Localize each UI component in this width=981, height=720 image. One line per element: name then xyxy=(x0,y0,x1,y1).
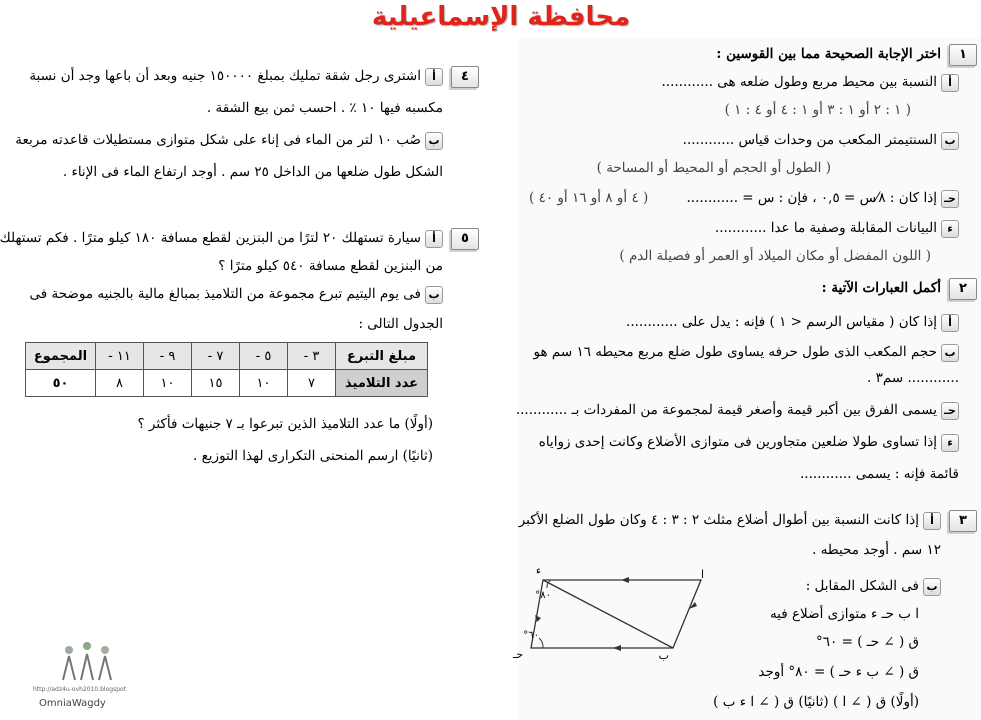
q5-b-text: فى يوم اليتيم تبرع مجموعة من التلاميذ بمبالغ مالية بالجنيه موضحة فى xyxy=(29,286,421,302)
table-row-label: عدد التلاميذ xyxy=(336,370,428,397)
q5-question-1: (أولًا) ما عدد التلاميذ الذين تبرعوا بـ ٧ جنيهات فأكثر ؟ xyxy=(137,416,433,432)
table-row xyxy=(26,343,428,370)
q5-b xyxy=(29,284,443,304)
q2-a xyxy=(626,312,959,332)
q4-b xyxy=(15,130,443,150)
q1-heading: اختر الإجابة الصحيحة مما بين القوسين : xyxy=(716,46,941,62)
q4-a xyxy=(29,66,443,86)
question-number: ٤ xyxy=(451,66,479,88)
q1-b-options: ( الطول أو الحجم أو المحيط أو المساحة ) xyxy=(596,160,831,176)
q1-b-text: السنتيمتر المكعب من وحدات قياس ............ xyxy=(682,132,937,148)
q2-c xyxy=(516,400,959,420)
figures-logo-icon xyxy=(57,640,117,684)
table-row-label: مبلغ التبرع xyxy=(336,343,428,370)
vertex-d-label: ء xyxy=(535,564,541,577)
left-column xyxy=(0,38,483,478)
q3-b xyxy=(806,576,941,596)
q2-b-text: حجم المكعب الذى طول حرفه يساوى طول ضلع مربع محيطه ١٦ سم هو xyxy=(533,344,937,360)
q2-c-text: يسمى الفرق بين أكبر قيمة وأصغر قيمة لمجموعة من المفردات بـ ............ xyxy=(515,402,937,418)
table-cell: ٥ - xyxy=(240,343,288,370)
table-cell: ٧ xyxy=(288,370,336,397)
item-letter: حـ xyxy=(941,190,959,208)
q2-b-text2: ............ سم٣ . xyxy=(867,370,959,386)
item-letter: أ xyxy=(923,512,941,530)
item-letter: حـ xyxy=(941,402,959,420)
q4-a-text: اشترى رجل شقة تمليك بمبلغ ١٥٠٠٠٠ جنيه وبعد أن باعها وجد أن نسبة xyxy=(29,68,421,84)
donations-table xyxy=(25,342,428,397)
q1-c-options: ( ٤ أو ٨ أو ١٦ أو ٤٠ ) xyxy=(529,190,649,206)
item-letter: ب xyxy=(923,578,941,596)
angle-d-label: ٨٠° xyxy=(535,590,551,601)
q1-b xyxy=(683,130,959,150)
q1-c-text: إذا كان : ٨⁄س = ٠,٥ ، فإن : س = ............ xyxy=(686,190,937,206)
q2-d-text2: قائمة فإنه : يسمى ............ xyxy=(800,466,959,482)
item-letter: ب xyxy=(425,132,443,150)
q1-c xyxy=(686,188,959,208)
item-letter: أ xyxy=(425,68,443,86)
table-cell: ٩ - xyxy=(144,343,192,370)
item-letter: أ xyxy=(425,230,443,248)
item-letter: ء xyxy=(941,434,959,452)
q1-a-text: النسبة بين محيط مربع وطول ضلعه هى ............ xyxy=(661,74,937,90)
table-cell: ٣ - xyxy=(288,343,336,370)
q5-a xyxy=(0,228,443,248)
q5-question-2: (ثانيًا) ارسم المنحنى التكرارى لهذا التوزيع . xyxy=(193,448,433,464)
table-cell: ١٠ xyxy=(144,370,192,397)
q4-a-text2: مكسبه فيها ١٠ ٪ . احسب ثمن بيع الشقة . xyxy=(206,100,443,116)
q3-b-line1: ا ب حـ ء متوازى أضلاع فيه xyxy=(769,606,919,622)
item-letter: ب xyxy=(941,132,959,150)
q2-d-text: إذا تساوى طولا ضلعين متجاورين فى متوازى الأضلاع وكانت إحدى زواياه xyxy=(538,434,937,450)
q1-d-options: ( اللون المفضل أو مكان الميلاد أو العمر أو فصيلة الدم ) xyxy=(619,248,931,264)
question-number: ١ xyxy=(949,44,977,66)
watermark-logo xyxy=(33,640,143,718)
q2-heading: أكمل العبارات الآتية : xyxy=(821,280,941,296)
vertex-a-label: ا xyxy=(700,568,704,581)
table-cell: ١١ - xyxy=(96,343,144,370)
q1-a xyxy=(662,72,960,92)
q3-a xyxy=(519,510,941,530)
q3-b-line2: ق ( ∠ حـ ) = ٦٠° xyxy=(816,634,919,650)
vertex-c-label: حـ xyxy=(512,648,523,661)
table-cell: ٧ - xyxy=(192,343,240,370)
angle-c-label: ٦٠° xyxy=(523,630,539,641)
question-number: ٥ xyxy=(451,228,479,250)
q3-b-heading: فى الشكل المقابل : xyxy=(805,578,919,594)
q4-b-text: صُب ١٠ لتر من الماء فى إناء على شكل متوازى مستطيلات قاعدته مربعة xyxy=(15,132,421,148)
q1-d xyxy=(715,218,959,238)
item-letter: أ xyxy=(941,74,959,92)
item-letter: ء xyxy=(941,220,959,238)
item-letter: ب xyxy=(941,344,959,362)
table-total-value: ٥٠ xyxy=(26,370,96,397)
q5-a-text: سيارة تستهلك ٢٠ لترًا من البنزين لقطع مسافة ١٨٠ كيلو مترًا . فكم تستهلك xyxy=(0,230,421,246)
q1-d-text: البيانات المقابلة وصفية ما عدا ............ xyxy=(714,220,937,236)
q4-b-text2: الشكل طول ضلعها من الداخل ٢٥ سم . أوجد ارتفاع الماء فى الإناء . xyxy=(62,164,443,180)
page-title: محافظة الإسماعيلية xyxy=(371,2,631,32)
item-letter: ب xyxy=(425,286,443,304)
q2-a-text: إذا كان ( مقياس الرسم < ١ ) فإنه : يدل على ............ xyxy=(626,314,937,330)
vertex-b-label: ب xyxy=(658,649,669,662)
q2-d xyxy=(539,432,959,452)
question-number: ٢ xyxy=(949,278,977,300)
q1-a-options: ( ١ : ٢ أو ١ : ٣ أو ١ : ٤ أو ٤ : ١ ) xyxy=(724,102,911,118)
table-cell: ١٠ xyxy=(240,370,288,397)
q3-a-text2: ١٢ سم . أوجد محيطه . xyxy=(812,542,941,558)
item-letter: أ xyxy=(941,314,959,332)
question-number: ٣ xyxy=(949,510,977,532)
q3-b-line4: (أولًا) ق ( ∠ ا ) (ثانيًا) ق ( ∠ ا ء ب ) xyxy=(713,694,919,710)
parallelogram-figure xyxy=(512,560,711,662)
logo-url: http://adz4u-ovh2010.blogspot xyxy=(33,686,127,693)
table-cell: ٨ xyxy=(96,370,144,397)
q5-b-text2: الجدول التالى : xyxy=(358,316,443,332)
table-cell: ١٥ xyxy=(192,370,240,397)
logo-name: OmniaWagdy xyxy=(39,698,106,709)
q5-a-text2: من البنزين لقطع مسافة ٥٤٠ كيلو مترًا ؟ xyxy=(218,258,443,274)
table-total-header: المجموع xyxy=(26,343,96,370)
q3-b-line3: ق ( ∠ ب ء حـ ) = ٨٠° أوجد xyxy=(758,664,919,680)
q3-a-text: إذا كانت النسبة بين أطوال أضلاع مثلث ٢ : ٣ : ٤ وكان طول الضلع الأكبر xyxy=(518,512,919,528)
q2-b xyxy=(534,342,959,362)
table-row xyxy=(26,370,428,397)
